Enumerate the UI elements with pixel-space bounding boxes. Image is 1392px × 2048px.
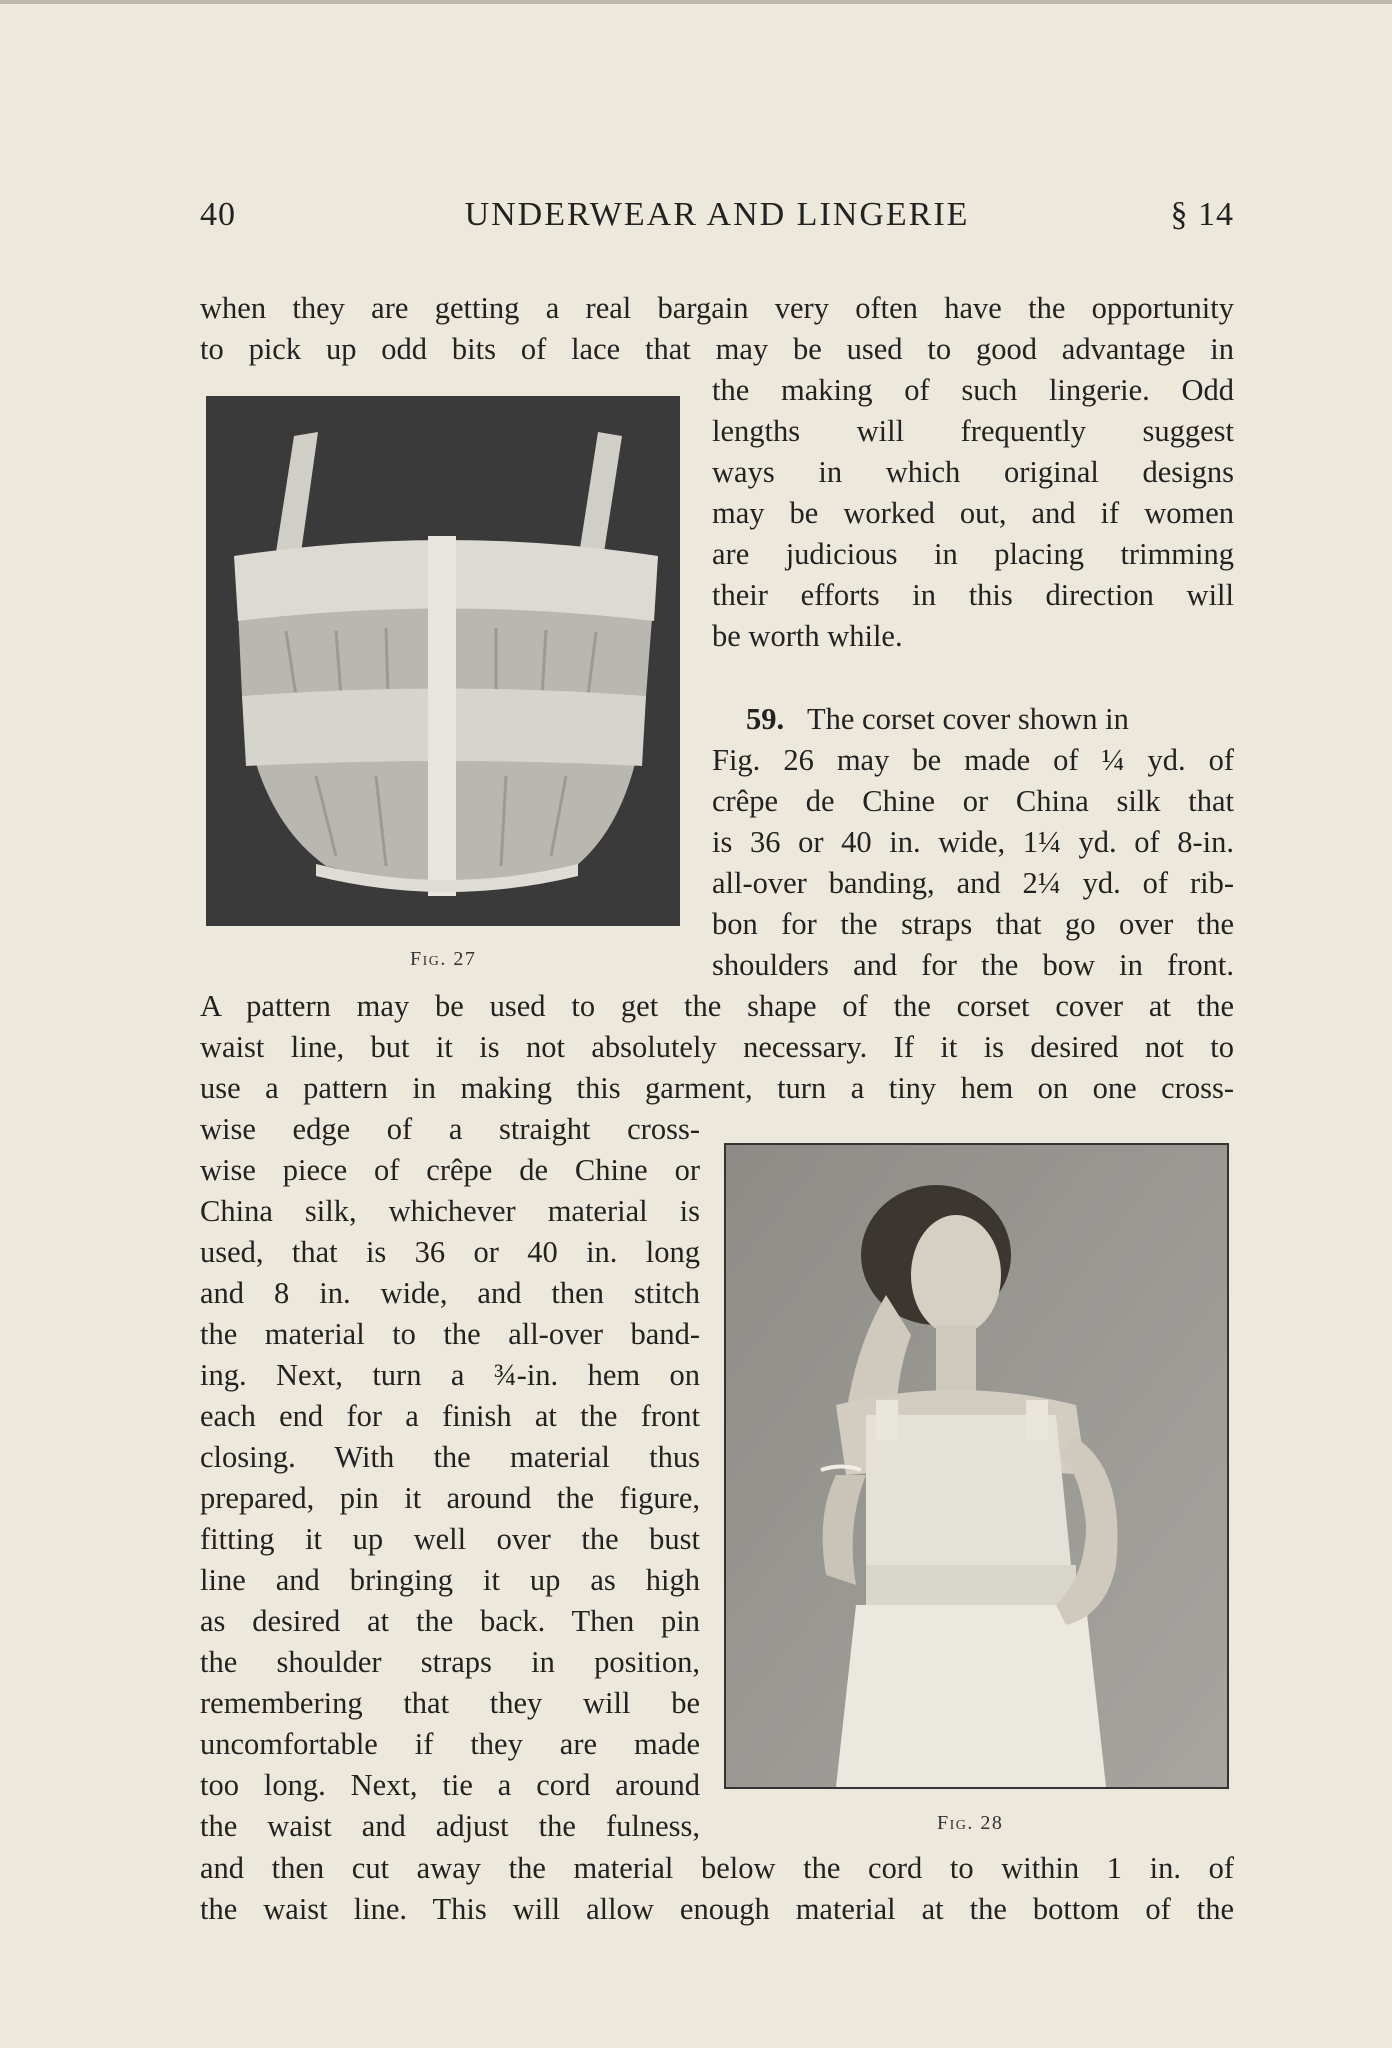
text-line: to pick up odd bits of lace that may be used to good advantage in [200,332,1234,366]
text-line: the shoulder straps in position, [200,1645,700,1679]
page-number: 40 [200,196,236,233]
text-line: may be worked out, and if women [712,496,1234,530]
text-line: as desired at the back. Then pin [200,1604,700,1638]
text-line: uncomfortable if they are made [200,1727,700,1761]
text-line: lengths will frequently suggest [712,414,1234,448]
text-line: used, that is 36 or 40 in. long [200,1235,700,1269]
text-line: A pattern may be used to get the shape of the corset cover at the [200,989,1234,1023]
figure-28-caption: Fig. 28 [937,1812,1004,1834]
text-line: are judicious in placing trimming [712,537,1234,571]
text-line: wise piece of crêpe de Chine or [200,1153,700,1187]
figure-28-model-photo [724,1143,1229,1789]
text-line: too long. Next, tie a cord around [200,1768,700,1802]
text-line: is 36 or 40 in. wide, 1¼ yd. of 8-in. [712,825,1234,859]
text-line: all-over banding, and 2¼ yd. of rib- [712,866,1234,900]
page-top-edge [0,0,1392,4]
running-title: UNDERWEAR AND LINGERIE [464,196,970,233]
text-line: fitting it up well over the bust [200,1522,700,1556]
text-line: each end for a finish at the front [200,1399,700,1433]
text-line: their efforts in this direction will [712,578,1234,612]
text-line: prepared, pin it around the figure, [200,1481,700,1515]
figure-27-caption: Fig. 27 [410,948,477,970]
text-line: use a pattern in making this garment, turn a tiny hem on one cross- [200,1071,1234,1105]
text-line: bon for the straps that go over the [712,907,1234,941]
text-line: be worth while. [712,619,903,653]
running-header [200,196,1234,240]
text-line: and 8 in. wide, and then stitch [200,1276,700,1310]
figure-27-corset-cover-photo [206,396,680,926]
paragraph-number: 59. [746,702,785,736]
text-line: the making of such lingerie. Odd [712,373,1234,407]
text-line: line and bringing it up as high [200,1563,700,1597]
section-number: § 14 [1170,196,1234,233]
text-line: the material to the all-over band- [200,1317,700,1351]
text-line: ways in which original designs [712,455,1234,489]
text-line: Fig. 26 may be made of ¼ yd. of [712,743,1234,777]
text-line: the waist and adjust the fulness, [200,1809,700,1843]
text-line: and then cut away the material below the cord to within 1 in. of [200,1851,1234,1885]
text-line: remembering that they will be [200,1686,700,1720]
text-line: The corset cover shown in [807,702,1129,736]
text-line: ing. Next, turn a ¾-in. hem on [200,1358,700,1392]
text-line: wise edge of a straight cross- [200,1112,700,1146]
text-line: closing. With the material thus [200,1440,700,1474]
text-line: when they are getting a real bargain very often have the opportunity [200,291,1234,325]
text-line: the waist line. This will allow enough material at the bottom of the [200,1892,1234,1926]
text-line: shoulders and for the bow in front. [712,948,1234,982]
text-line: China silk, whichever material is [200,1194,700,1228]
text-line: crêpe de Chine or China silk that [712,784,1234,818]
paragraph-59-first-line [712,699,1234,740]
text-line: waist line, but it is not absolutely necessary. If it is desired not to [200,1030,1234,1064]
